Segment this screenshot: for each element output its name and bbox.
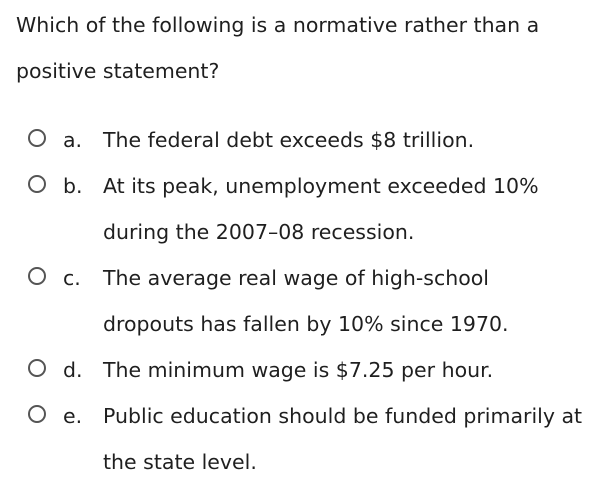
option-letter: b.: [63, 174, 83, 198]
option-text: At its peak, unemployment exceeded 10% during the 2007–08 recession.: [103, 174, 539, 244]
question-text: Which of the following is a normative rather than a positive statement?: [16, 13, 540, 83]
option-d[interactable]: [0, 347, 611, 393]
option-text: The federal debt exceeds $8 trillion.: [103, 128, 475, 152]
radio-button-a[interactable]: [28, 129, 46, 147]
option-c[interactable]: [0, 255, 611, 347]
radio-button-e[interactable]: [28, 405, 46, 423]
option-letter: d.: [63, 358, 83, 382]
option-letter: c.: [63, 266, 81, 290]
option-a[interactable]: [0, 117, 611, 163]
option-b[interactable]: [0, 163, 611, 255]
option-text: The minimum wage is $7.25 per hour.: [103, 358, 494, 382]
answer-options: [0, 117, 611, 485]
radio-button-d[interactable]: [28, 359, 46, 377]
option-text: Public education should be funded primarily at the state level.: [103, 404, 583, 474]
option-text: The average real wage of high-school dropouts has fallen by 10% since 1970.: [103, 266, 509, 336]
radio-button-b[interactable]: [28, 175, 46, 193]
option-letter: e.: [63, 404, 83, 428]
option-letter: a.: [63, 128, 83, 152]
radio-button-c[interactable]: [28, 267, 46, 285]
option-e[interactable]: [0, 393, 611, 485]
